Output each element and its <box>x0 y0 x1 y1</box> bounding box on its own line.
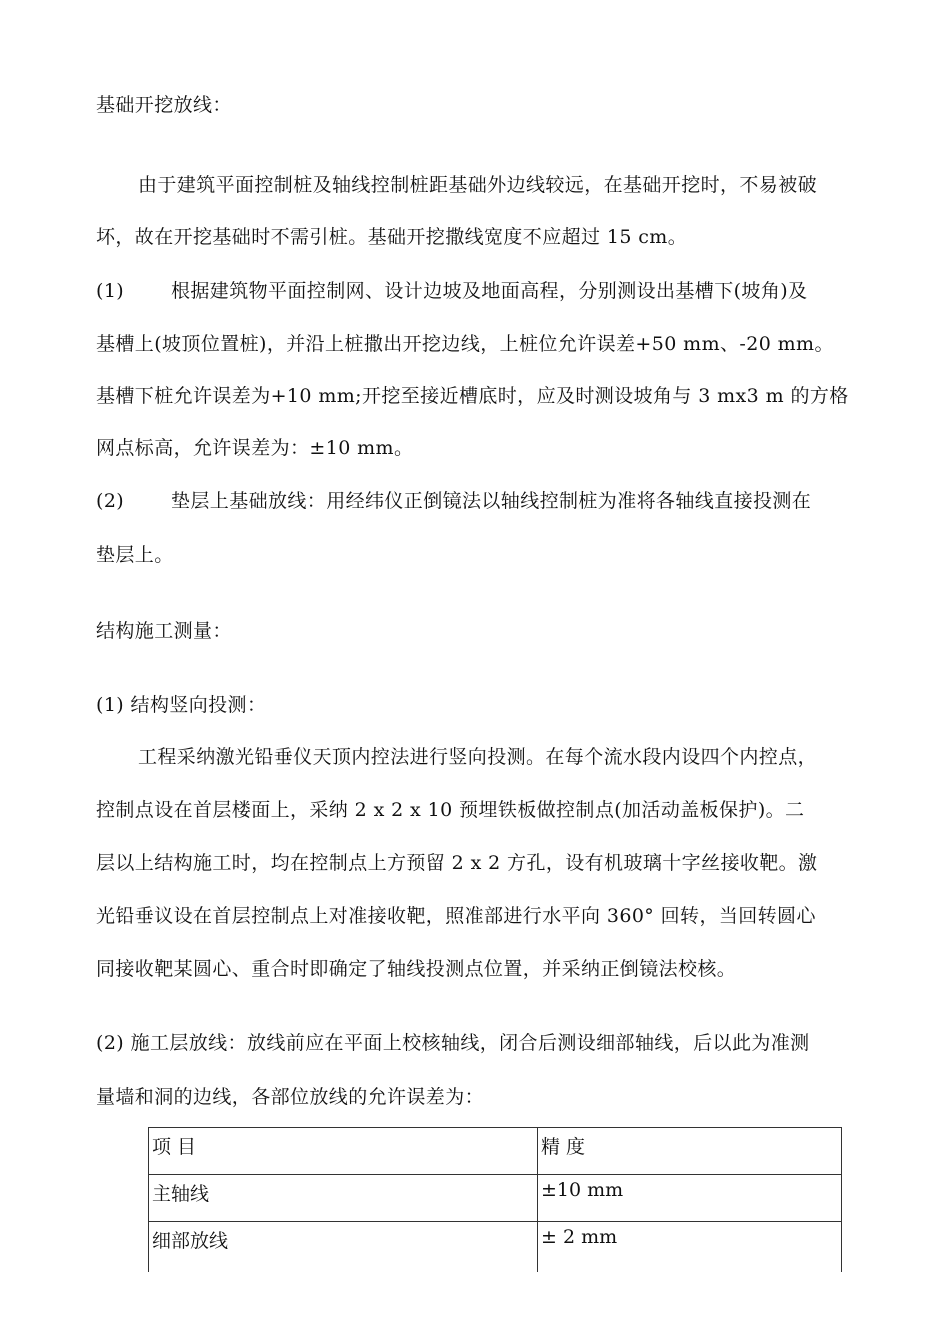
list-item-2-line <box>96 486 811 513</box>
list-item-text: 垫层上基础放线：用经纬仪正倒镜法以轴线控制桩为准将各轴线直接投测在 <box>171 490 812 512</box>
list-item-1-line: 基槽下桩允许误差为+10 mm;开挖至接近槽底时，应及时测设坡角与 3 mx3 m 的方格 <box>96 385 849 407</box>
list-item-2-line: 垫层上。 <box>96 544 174 566</box>
tolerance-table <box>148 1127 842 1272</box>
table-header-cell: 精 度 <box>538 1128 842 1175</box>
paragraph-line: 控制点设在首层楼面上，采纳 2 x 2 x 10 预埋铁板做控制点(加活动盖板保护)。二 <box>96 799 805 821</box>
list-item-text: 根据建筑物平面控制网、设计边坡及地面高程，分别测设出基槽下(坡角)及 <box>171 280 808 302</box>
list-item-1-line <box>96 276 807 303</box>
subheading-vertical-projection: (1) 结构竖向投测： <box>96 694 267 716</box>
table-cell: ± 2 mm <box>538 1222 842 1273</box>
table-row <box>149 1175 842 1222</box>
table-header-cell: 项 目 <box>149 1128 538 1175</box>
table-header-row <box>149 1128 842 1175</box>
section-heading-excavation: 基础开挖放线： <box>96 94 232 116</box>
list-item-number: (2) <box>96 490 125 512</box>
paragraph-line: 由于建筑平面控制桩及轴线控制桩距基础外边线较远，在基础开挖时，不易被破 <box>138 174 818 196</box>
paragraph-line: 量墙和洞的边线，各部位放线的允许误差为： <box>96 1086 485 1108</box>
table-row <box>149 1222 842 1273</box>
paragraph-line: 光铅垂议设在首层控制点上对准接收靶，照准部进行水平向 360° 回转，当回转圆心 <box>96 905 816 927</box>
table-cell: 主轴线 <box>149 1175 538 1222</box>
list-item-1-line: 网点标高，允许误差为：±10 mm。 <box>96 437 414 459</box>
paragraph-line: (2) 施工层放线：放线前应在平面上校核轴线，闭合后测设细部轴线，后以此为准测 <box>96 1032 810 1054</box>
paragraph-line: 同接收靶某圆心、重合时即确定了轴线投测点位置，并采纳正倒镜法校核。 <box>96 958 737 980</box>
paragraph-line: 工程采纳激光铅垂仪天顶内控法进行竖向投测。在每个流水段内设四个内控点， <box>138 746 818 768</box>
table-cell: 细部放线 <box>149 1222 538 1273</box>
list-item-number: (1) <box>96 280 125 302</box>
paragraph-line: 层以上结构施工时，均在控制点上方预留 2 x 2 方孔，设有机玻璃十字丝接收靶。激 <box>96 852 818 874</box>
table-cell: ±10 mm <box>538 1175 842 1222</box>
paragraph-line: 坏，故在开挖基础时不需引桩。基础开挖撒线宽度不应超过 15 cm。 <box>96 226 688 248</box>
section-heading-structure: 结构施工测量： <box>96 620 232 642</box>
list-item-1-line: 基槽上(坡顶位置桩)，并沿上桩撒出开挖边线，上桩位允许误差+50 mm、-20 mm。 <box>96 333 834 355</box>
